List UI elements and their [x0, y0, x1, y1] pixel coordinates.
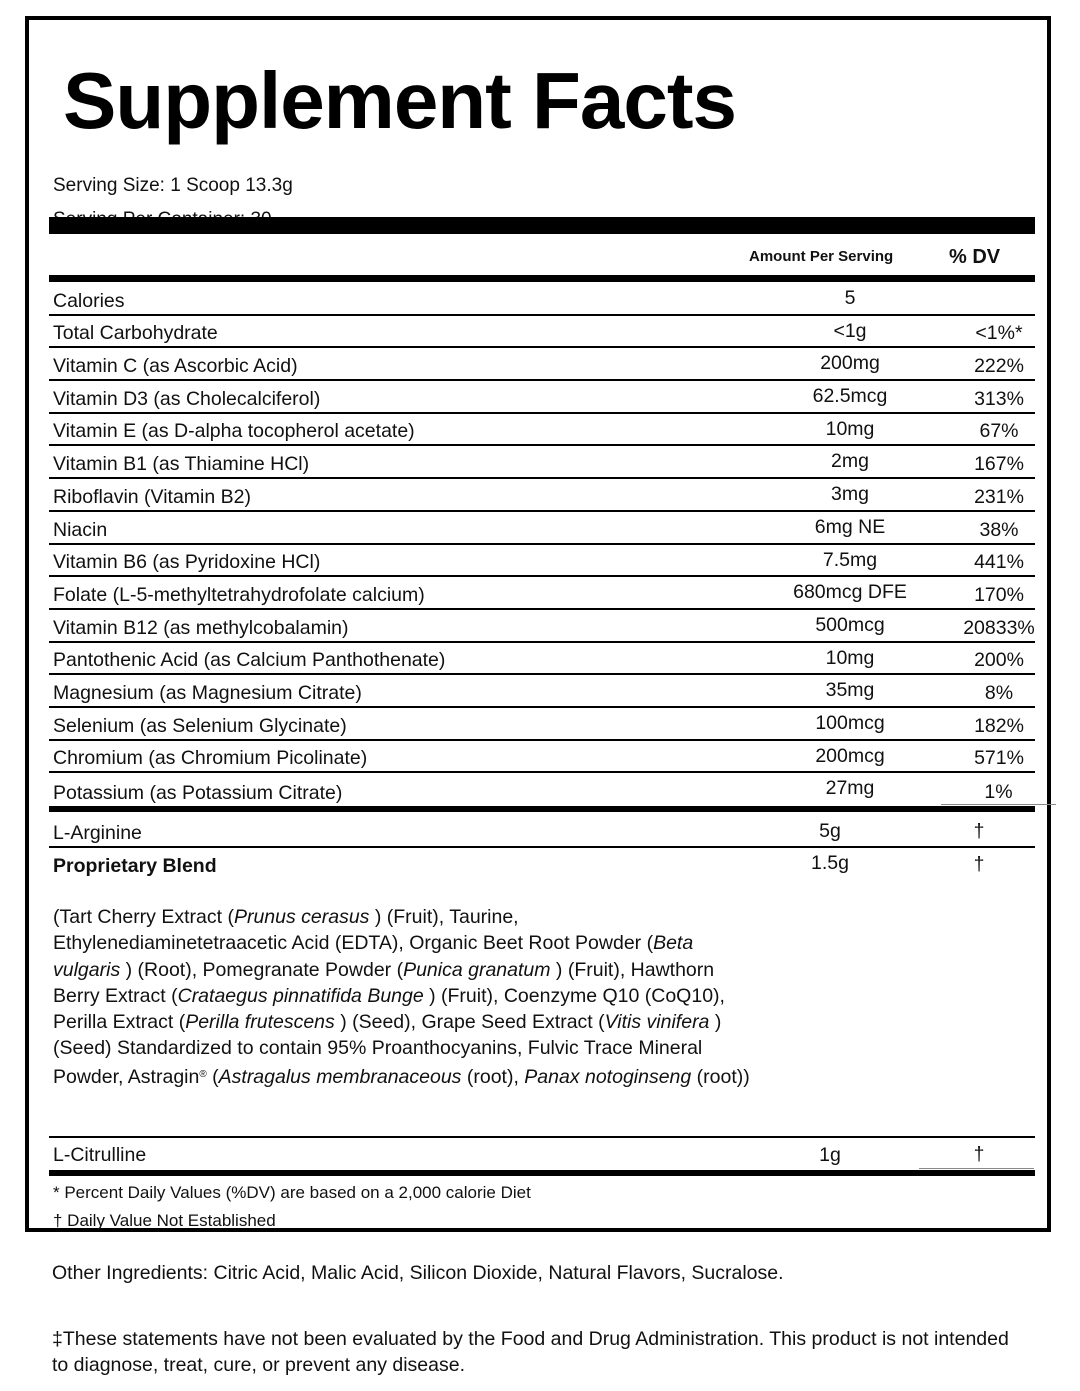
table-row	[49, 741, 1035, 774]
botanical-name: Panax notoginseng	[524, 1065, 692, 1088]
table-row	[49, 283, 1035, 316]
bottom-thick-divider	[49, 1170, 1035, 1176]
citrulline-dv: †	[973, 1143, 985, 1165]
nutrient-dv: 182%	[974, 714, 1024, 737]
citrulline-name: L-Citrulline	[53, 1144, 147, 1166]
nutrient-amount: 100mcg	[815, 711, 885, 734]
nutrient-name: Vitamin B6 (as Pyridoxine HCl)	[53, 551, 321, 574]
nutrient-name: Folate (L-5-methyltetrahydrofolate calcium)	[53, 583, 425, 606]
header-divider	[49, 275, 1035, 282]
botanical-name: Prunus cerasus	[233, 906, 370, 928]
supplement-facts-panel	[25, 16, 1051, 1232]
nutrient-name: Vitamin E (as D-alpha tocopherol acetate)	[53, 420, 415, 443]
botanical-name: Vitis vinifera	[604, 1011, 710, 1034]
table-row	[49, 446, 1035, 479]
blend-text-segment: ) (Fruit), Hawthorn Berry Extract (	[53, 958, 715, 1007]
row-divider	[49, 1136, 1035, 1138]
blend-text-segment: (root),	[461, 1065, 525, 1088]
nutrient-name: Vitamin D3 (as Cholecalciferol)	[53, 387, 321, 410]
blend-text-segment: ) (Seed) Standardized to contain 95% Proanthocyanins, Fulvic Trace Mineral Powder, Astragin	[53, 1011, 722, 1088]
top-thick-divider	[49, 217, 1035, 234]
citrulline-amount: 1g	[819, 1144, 841, 1166]
section-divider	[49, 806, 1035, 812]
blend-text-segment: ) (Fruit), Coenzyme Q10 (CoQ10), Perilla Extract (	[53, 984, 725, 1034]
table-row	[49, 643, 1035, 676]
nutrient-name: Vitamin B12 (as methylcobalamin)	[53, 616, 349, 639]
nutrient-name: Total Carbohydrate	[53, 322, 218, 345]
nutrient-dv: 222%	[974, 355, 1024, 378]
botanical-name: Astragalus membranaceous	[218, 1065, 462, 1088]
dv-column-header: % DV	[949, 246, 1001, 268]
nutrient-amount: 27mg	[825, 777, 875, 800]
nutrient-table	[49, 283, 1035, 806]
nutrient-amount: 2mg	[831, 450, 869, 473]
botanical-name: Perilla frutescens	[185, 1011, 335, 1034]
nutrient-name: Riboflavin (Vitamin B2)	[53, 485, 251, 508]
nutrient-dv: 8%	[984, 681, 1014, 704]
dv-underline	[919, 1168, 1034, 1169]
nutrient-amount: 6mg NE	[814, 515, 886, 538]
nutrient-amount: 680mcg DFE	[793, 581, 907, 604]
nutrient-amount: 35mg	[825, 679, 875, 702]
botanical-name: Punica granatum	[403, 958, 551, 981]
table-row	[49, 773, 1035, 806]
panel-title: Supplement Facts	[63, 56, 737, 145]
nutrient-dv: <1%*	[975, 322, 1023, 345]
nutrient-dv: 313%	[974, 387, 1024, 410]
amount-column-header: Amount Per Serving	[749, 248, 894, 265]
blend-text-segment: ®	[199, 1068, 207, 1080]
botanical-name: Beta vulgaris	[53, 932, 694, 981]
nutrient-dv: 441%	[974, 551, 1024, 574]
footnote-dagger: † Daily Value Not Established	[53, 1211, 276, 1230]
table-row	[49, 479, 1035, 512]
nutrient-name: Potassium (as Potassium Citrate)	[53, 782, 343, 804]
arginine-dv: †	[973, 820, 985, 842]
blend-dv: †	[973, 853, 985, 875]
arginine-amount: 5g	[819, 820, 841, 842]
nutrient-dv: 67%	[979, 420, 1019, 443]
nutrient-name: Pantothenic Acid (as Calcium Panthothenate)	[53, 649, 446, 672]
nutrient-amount: 10mg	[825, 646, 875, 669]
table-row	[49, 708, 1035, 741]
table-row	[49, 414, 1035, 447]
blend-ingredients	[53, 904, 753, 1090]
table-row	[49, 348, 1035, 381]
blend-text-segment: (	[206, 1065, 219, 1088]
blend-name: Proprietary Blend	[53, 855, 217, 877]
table-row	[49, 545, 1035, 578]
nutrient-dv: 170%	[974, 583, 1024, 606]
nutrient-dv: 20833%	[963, 616, 1035, 639]
nutrient-dv: 167%	[974, 453, 1024, 476]
table-row	[49, 316, 1035, 349]
nutrient-dv: 571%	[974, 747, 1024, 770]
blend-text-segment: ) (Fruit), Taurine, Ethylenediaminetetraacetic Acid (EDTA), Organic Beet Root Powder (	[53, 906, 654, 955]
nutrient-amount: 200mg	[820, 352, 880, 375]
nutrient-amount: 10mg	[825, 417, 875, 440]
nutrient-dv: 231%	[974, 485, 1024, 508]
blend-text-segment: ) (Seed), Grape Seed Extract (	[334, 1011, 605, 1034]
nutrient-name: Calories	[53, 289, 125, 312]
nutrient-dv: 1%	[941, 781, 1056, 805]
nutrient-name: Selenium (as Selenium Glycinate)	[53, 714, 347, 737]
nutrient-amount: 7.5mg	[822, 548, 878, 571]
table-row	[49, 577, 1035, 610]
nutrient-dv: 200%	[974, 649, 1024, 672]
blend-amount: 1.5g	[811, 852, 849, 874]
fda-disclaimer: ‡These statements have not been evaluated by the Food and Drug Administration. This product is not intended to diagnose, treat, cure, or prevent any disease.	[52, 1328, 1009, 1376]
table-row	[49, 675, 1035, 708]
nutrient-amount: 5	[844, 287, 856, 309]
nutrient-amount: 62.5mcg	[812, 385, 888, 408]
nutrient-amount: 200mcg	[815, 744, 885, 767]
table-row	[49, 610, 1035, 643]
arginine-name: L-Arginine	[53, 822, 142, 844]
footnote-dv: * Percent Daily Values (%DV) are based on a 2,000 calorie Diet	[53, 1183, 531, 1202]
table-row	[49, 512, 1035, 545]
botanical-name: Crataegus pinnatifida Bunge	[177, 984, 424, 1007]
table-row	[49, 381, 1035, 414]
serving-size: Serving Size: 1 Scoop 13.3g	[53, 175, 293, 196]
other-ingredients: Other Ingredients: Citric Acid, Malic Acid, Silicon Dioxide, Natural Flavors, Sucralose.	[52, 1262, 784, 1284]
nutrient-amount: 500mcg	[815, 613, 885, 636]
blend-text-segment: (Tart Cherry Extract (	[53, 906, 234, 928]
blend-text-segment: ) (Root), Pomegranate Powder (	[120, 958, 404, 981]
nutrient-amount: 3mg	[831, 483, 869, 506]
blend-text-segment: (root))	[691, 1065, 750, 1088]
nutrient-name: Vitamin B1 (as Thiamine HCl)	[53, 453, 310, 476]
nutrient-name: Magnesium (as Magnesium Citrate)	[53, 681, 362, 704]
row-divider	[49, 846, 1035, 848]
nutrient-amount: <1g	[833, 319, 867, 342]
nutrient-name: Vitamin C (as Ascorbic Acid)	[53, 355, 298, 378]
nutrient-name: Niacin	[53, 518, 108, 541]
nutrient-dv: 38%	[979, 518, 1019, 541]
nutrient-name: Chromium (as Chromium Picolinate)	[53, 747, 368, 770]
